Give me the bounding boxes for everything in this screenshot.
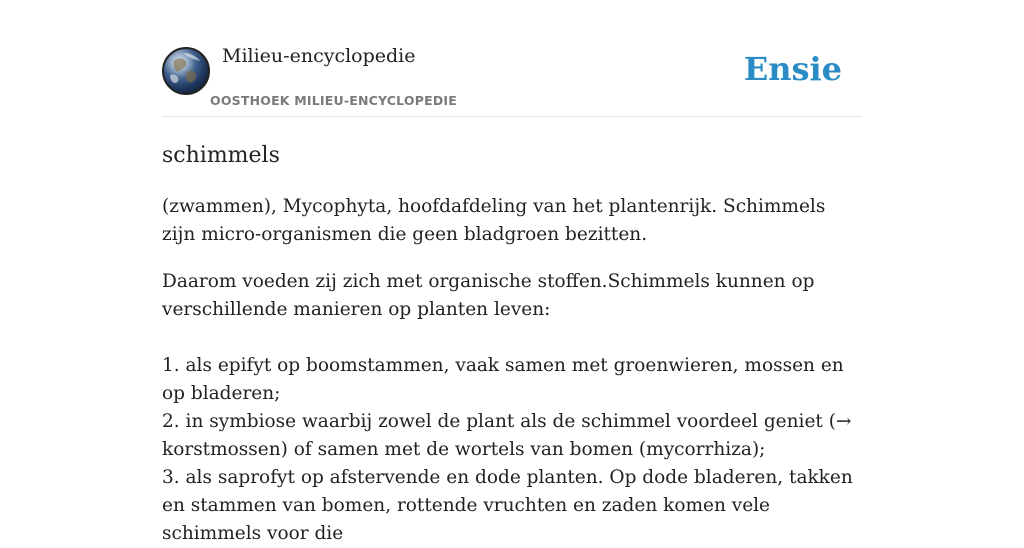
list-item: 3. als saprofyt op afstervende en dode planten. Op dode bladeren, takken en stammen van bomen, rottende vruchten en zaden komen vele schimmels voor die [162,467,853,544]
paragraph-spacer [162,324,862,352]
list-item: 2. in symbiose waarbij zowel de plant als de schimmel voordeel geniet (→ korstmossen) of samen met de wortels van bomen (mycorrhiza); [162,411,852,460]
entry-title: schimmels [162,143,280,168]
entry-paragraph: Daarom voeden zij zich met organische stoffen.Schimmels kunnen op verschillende manieren op planten leven: [162,271,815,320]
site-header [162,0,862,117]
site-title[interactable]: Milieu-encyclopedie [222,45,416,67]
entry-paragraph: (zwammen), Mycophyta, hoofdafdeling van het plantenrijk. Schimmels zijn micro-organismen die geen bladgroen bezitten. [162,196,826,245]
brand-logo[interactable]: Ensie [743,50,842,88]
site-subtitle[interactable]: OOSTHOEK MILIEU-ENCYCLOPEDIE [210,93,457,108]
list-item: 1. als epifyt op boomstammen, vaak samen met groenwieren, mossen en op bladeren; [162,355,844,404]
page [162,0,862,548]
entry-body [162,193,862,548]
globe-icon[interactable] [162,47,210,95]
